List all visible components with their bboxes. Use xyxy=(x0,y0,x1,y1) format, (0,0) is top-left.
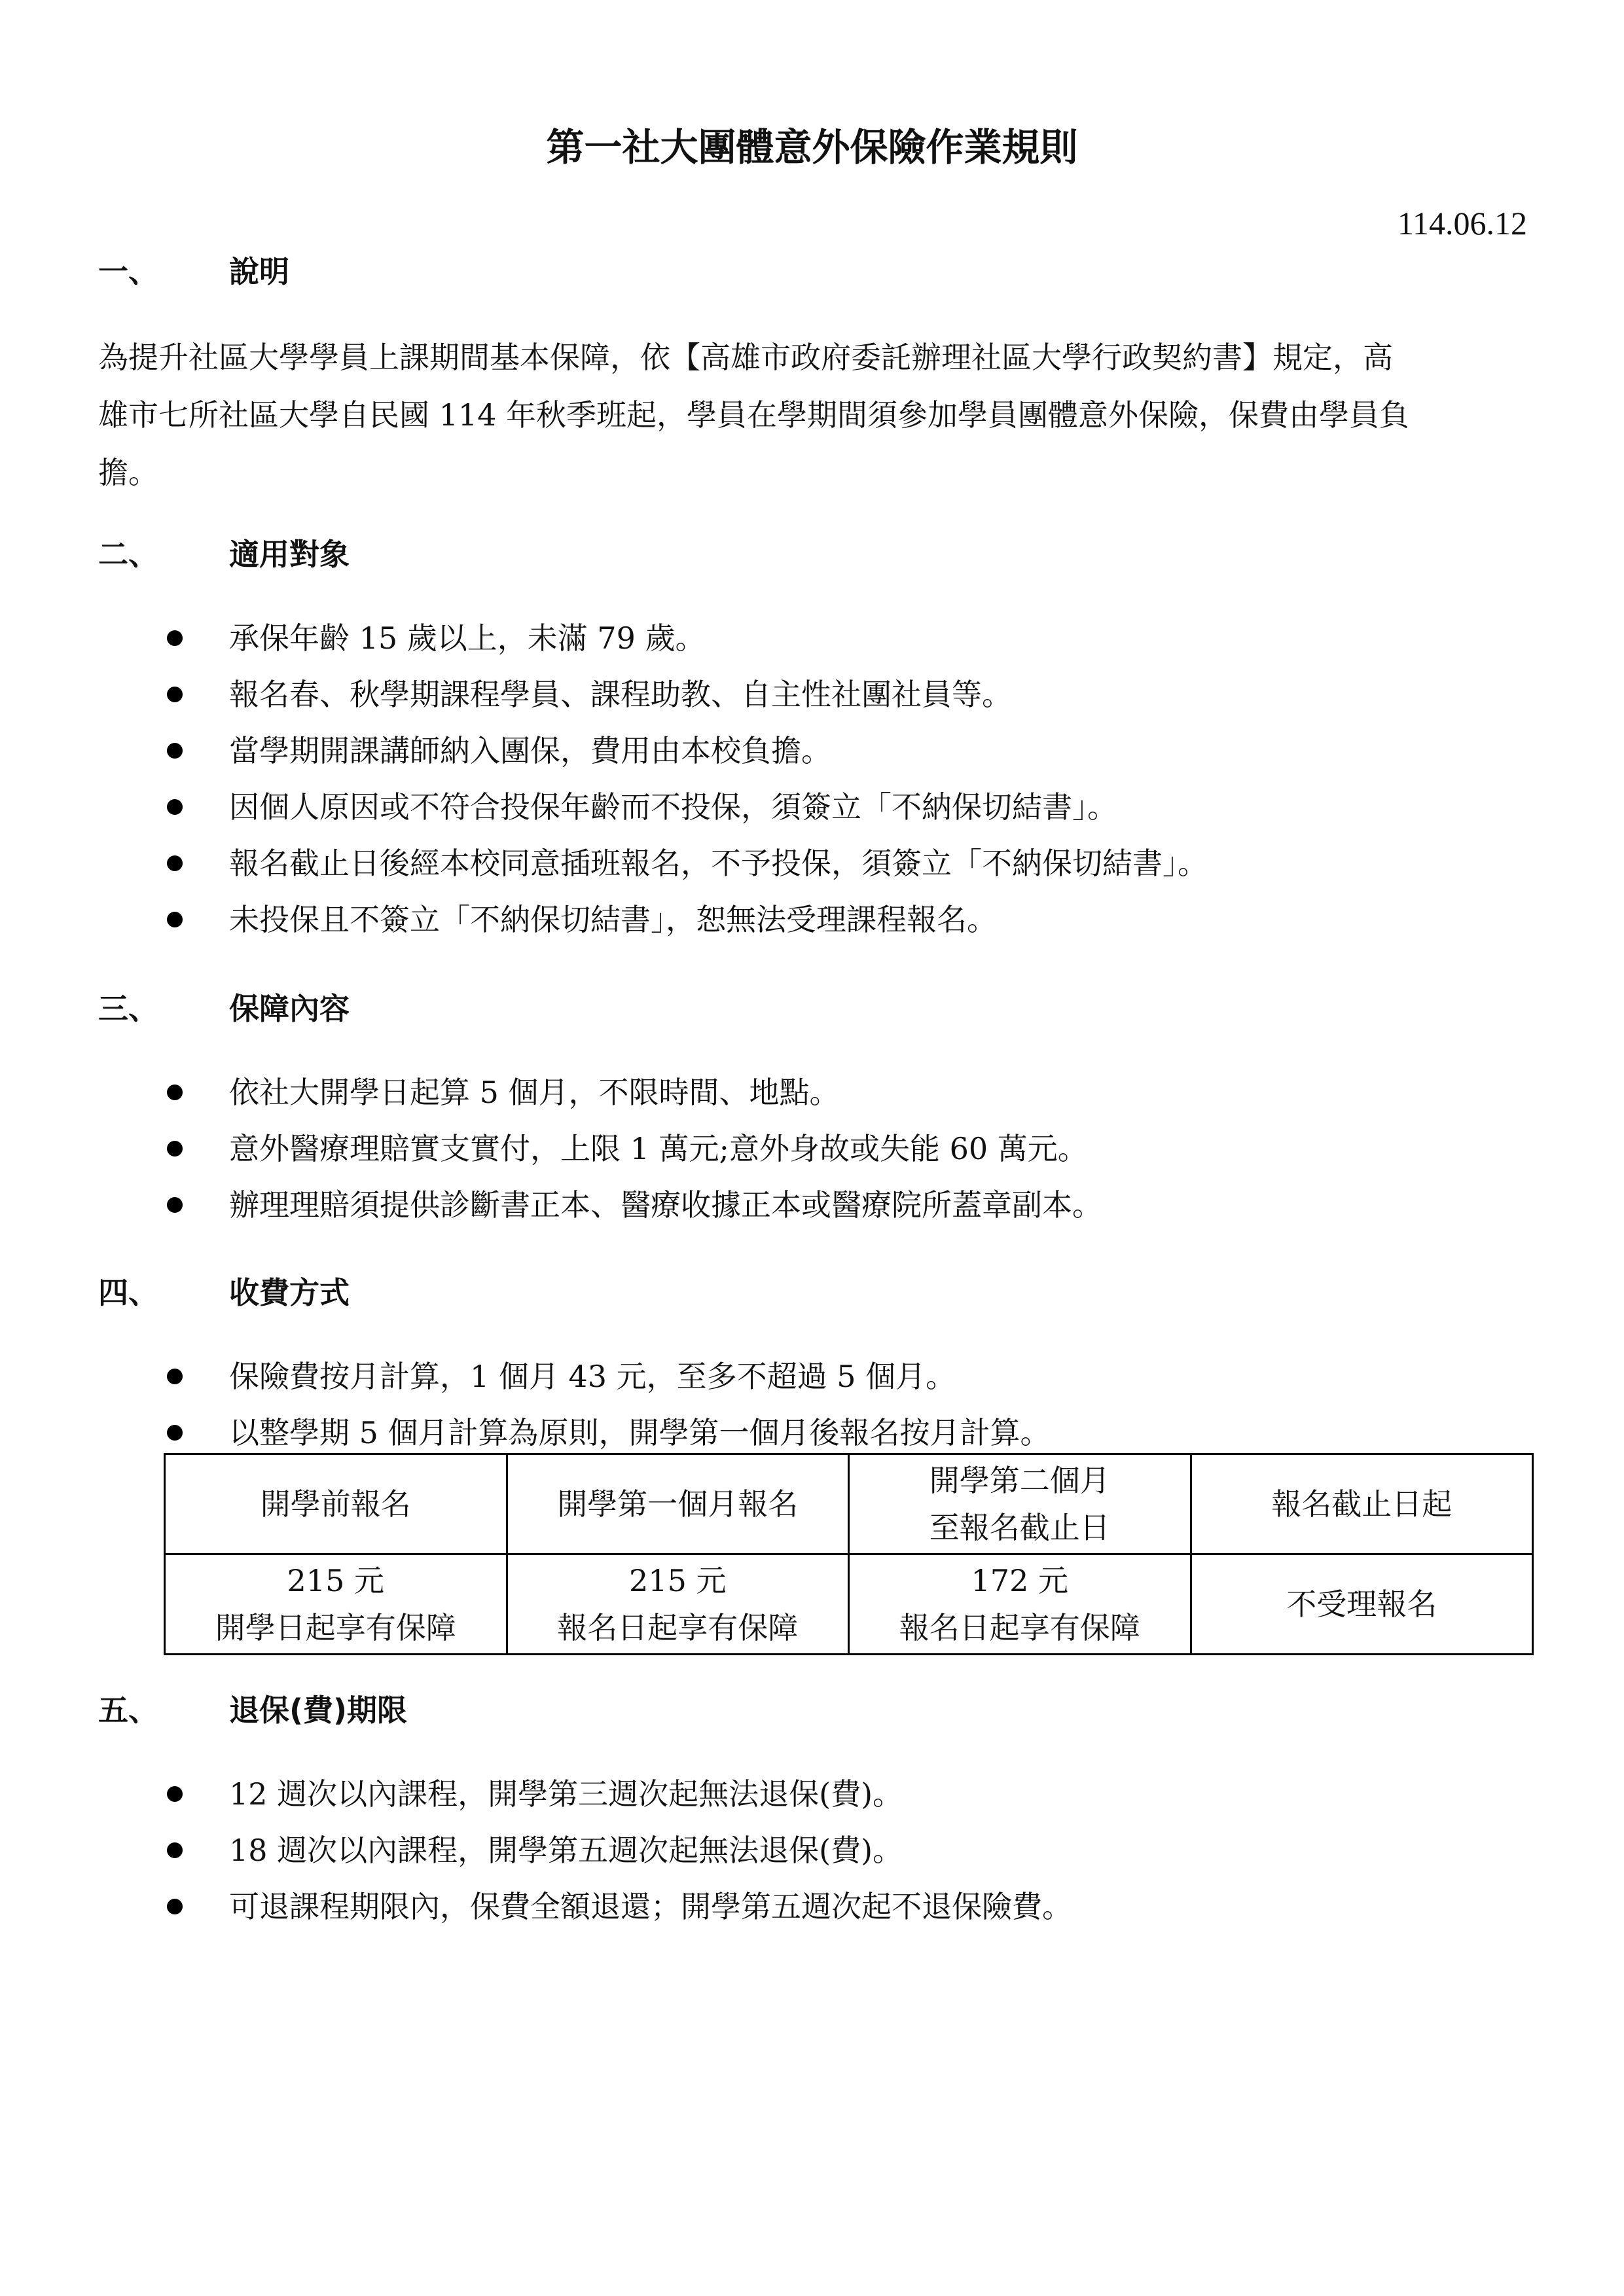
table-header-cell: 開學第一個月報名 xyxy=(507,1454,849,1554)
bullet-icon xyxy=(167,912,183,927)
bullet-icon xyxy=(167,743,183,759)
paragraph-line: 為提升社區大學學員上課期間基本保障，依【高雄市政府委託辦理社區大學行政契約書】規定，高 xyxy=(98,340,1393,375)
section-title: 退保(費)期限 xyxy=(229,1693,408,1728)
list-item: 辦理理賠須提供診斷書正本、醫療收據正本或醫療院所蓋章副本。 xyxy=(0,1177,1624,1233)
list-item: 保險費按月計算，1 個月 43 元，至多不超過 5 個月。 xyxy=(0,1348,1624,1405)
section-number: 四、 xyxy=(98,1275,158,1310)
bullet-icon xyxy=(167,687,183,702)
table-header-cell: 開學第二個月 至報名截止日 xyxy=(849,1454,1191,1554)
list-item: 報名春、秋學期課程學員、課程助教、自主性社團社員等。 xyxy=(0,666,1624,723)
list-item: 可退課程期限內，保費全額退還；開學第五週次起不退保險費。 xyxy=(0,1878,1624,1935)
list-item: 意外醫療理賠實支實付，上限 1 萬元;意外身故或失能 60 萬元。 xyxy=(0,1121,1624,1177)
bullet-icon xyxy=(167,1141,183,1157)
table-cell: 不受理報名 xyxy=(1191,1554,1533,1655)
document-title: 第一社大團體意外保險作業規則 xyxy=(546,125,1078,170)
list-item: 承保年齡 15 歲以上，未滿 79 歲。 xyxy=(0,610,1624,666)
bullet-icon xyxy=(167,1842,183,1858)
list-item: 12 週次以內課程，開學第三週次起無法退保(費)。 xyxy=(0,1766,1624,1822)
bullet-icon xyxy=(167,630,183,646)
table-row xyxy=(165,1554,1533,1655)
section-title: 說明 xyxy=(229,254,289,289)
bullet-icon xyxy=(167,799,183,815)
section-2-list xyxy=(0,610,1624,948)
bullet-icon xyxy=(167,1369,183,1384)
list-item: 以整學期 5 個月計算為原則，開學第一個月後報名按月計算。 xyxy=(0,1405,1624,1461)
table-header-cell: 開學前報名 xyxy=(165,1454,507,1554)
section-4-list xyxy=(0,1348,1624,1461)
table-cell: 215 元 報名日起享有保障 xyxy=(507,1554,849,1655)
section-title: 收費方式 xyxy=(229,1275,350,1310)
bullet-icon xyxy=(167,1899,183,1914)
bullet-icon xyxy=(167,1425,183,1441)
section-number: 五、 xyxy=(98,1693,158,1728)
list-item: 報名截止日後經本校同意插班報名，不予投保，須簽立「不納保切結書」。 xyxy=(0,835,1624,891)
section-title: 適用對象 xyxy=(229,537,350,572)
document-date: 114.06.12 xyxy=(1397,205,1527,242)
table-cell: 172 元 報名日起享有保障 xyxy=(849,1554,1191,1655)
fee-table xyxy=(164,1453,1534,1655)
list-item: 因個人原因或不符合投保年齡而不投保，須簽立「不納保切結書」。 xyxy=(0,779,1624,835)
bullet-icon xyxy=(167,1085,183,1100)
table-cell: 215 元 開學日起享有保障 xyxy=(165,1554,507,1655)
list-item: 當學期開課講師納入團保，費用由本校負擔。 xyxy=(0,723,1624,779)
list-item: 依社大開學日起算 5 個月，不限時間、地點。 xyxy=(0,1064,1624,1121)
section-number: 二、 xyxy=(98,537,158,572)
bullet-icon xyxy=(167,855,183,871)
paragraph-line: 雄市七所社區大學自民國 114 年秋季班起，學員在學期間須參加學員團體意外保險，保費由學員負 xyxy=(98,397,1410,433)
section-number: 一、 xyxy=(98,254,158,289)
section-1-paragraph xyxy=(98,329,1532,501)
table-header-cell: 報名截止日起 xyxy=(1191,1454,1533,1554)
section-number: 三、 xyxy=(98,991,158,1026)
section-5-list xyxy=(0,1766,1624,1935)
paragraph-line: 擔。 xyxy=(98,455,158,490)
bullet-icon xyxy=(167,1786,183,1802)
table-header-row xyxy=(165,1454,1533,1554)
bullet-icon xyxy=(167,1197,183,1213)
section-title: 保障內容 xyxy=(229,991,350,1026)
list-item: 未投保且不簽立「不納保切結書」，恕無法受理課程報名。 xyxy=(0,891,1624,948)
section-3-list xyxy=(0,1064,1624,1233)
list-item: 18 週次以內課程，開學第五週次起無法退保(費)。 xyxy=(0,1822,1624,1878)
